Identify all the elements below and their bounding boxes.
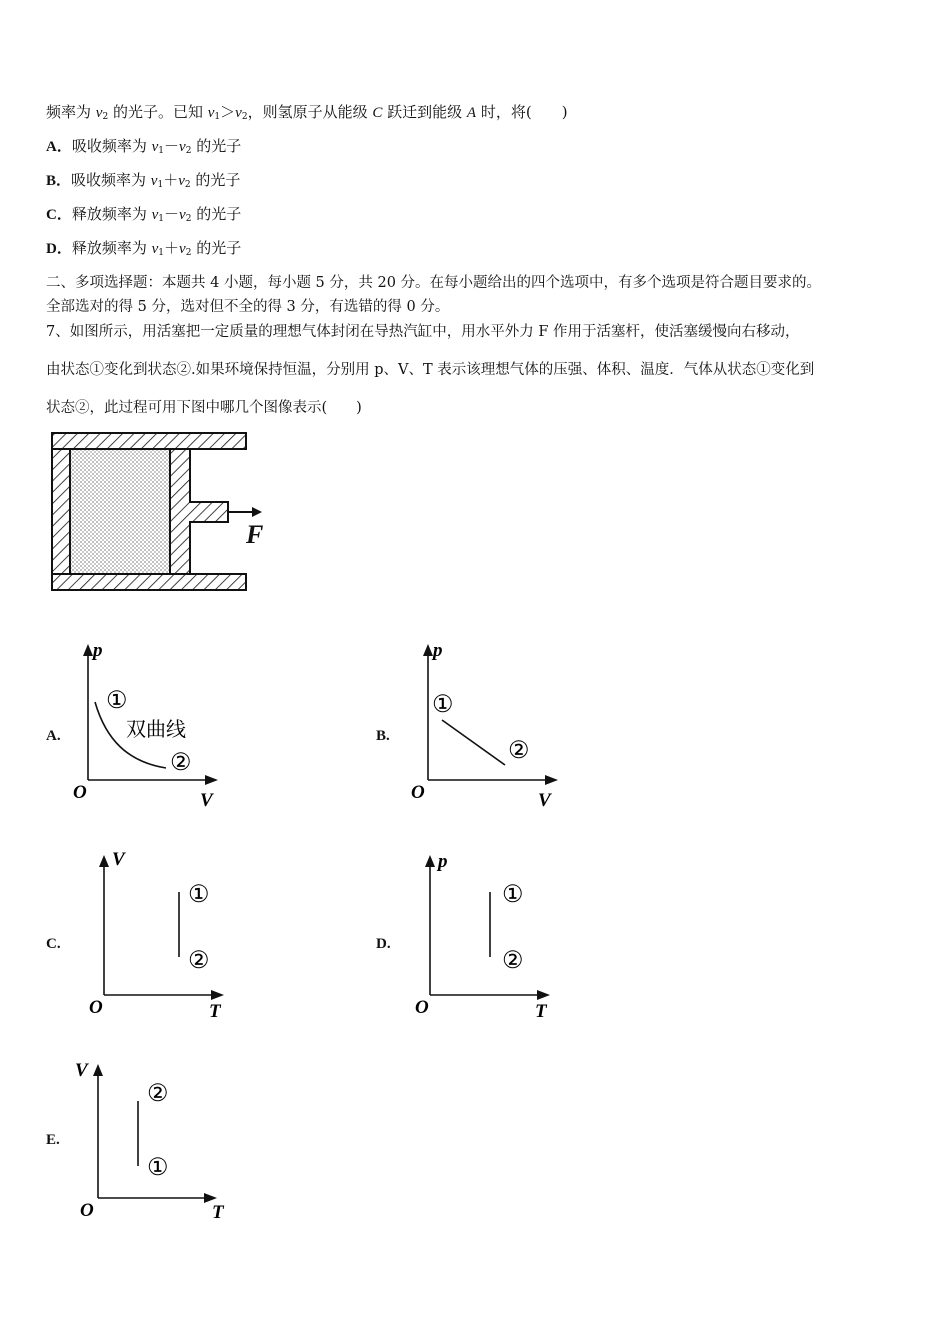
- arrow-head-icon: [537, 990, 550, 1000]
- graph-e-label: E.: [46, 1132, 60, 1148]
- option-text: 的光子: [191, 239, 242, 257]
- x-axis-label: T: [212, 1202, 224, 1223]
- option-text: 释放频率为: [71, 205, 152, 223]
- option-text: 吸收频率为: [71, 137, 152, 155]
- option-letter: C．: [46, 207, 72, 223]
- nu-symbol: v: [178, 173, 185, 189]
- curve-note: 双曲线: [126, 717, 186, 741]
- arrow-head-icon: [211, 990, 224, 1000]
- text-segment: 频率为: [46, 103, 96, 121]
- y-axis-label: p: [93, 640, 103, 661]
- graph-c: [84, 845, 244, 1025]
- origin-label: O: [89, 997, 103, 1018]
- operator: ＋: [163, 171, 179, 189]
- option-text: 吸收频率为: [71, 171, 151, 189]
- arrow-head-icon: [425, 855, 435, 867]
- arrow-head-icon: [205, 775, 218, 785]
- subscript: 1: [157, 180, 164, 190]
- section-2-heading: 二、多项选择题：本题共 4 小题，每小题 5 分，共 20 分。在每小题给出的四个选项中，有多个选项是符合题目要求的。: [46, 275, 822, 291]
- origin-label: O: [415, 997, 429, 1018]
- nu-symbol: v: [150, 173, 158, 189]
- q6-option-a[interactable]: [46, 136, 241, 161]
- state-line: [442, 720, 505, 765]
- q7-stem-line2: 由状态①变化到状态②.如果环境保持恒温，分别用 p、V、T 表示该理想气体的压强、体积、温度．气体从状态①变化到: [46, 362, 815, 378]
- operator: －: [164, 137, 180, 155]
- x-axis-label: T: [209, 1001, 221, 1022]
- nu-symbol: v: [179, 207, 186, 223]
- cylinder-figure: [40, 425, 280, 605]
- q6-stem-tail: [46, 102, 568, 127]
- subscript: 1: [158, 214, 165, 224]
- option-text: 的光子: [190, 171, 241, 189]
- subscript: 2: [185, 248, 192, 258]
- graph-e: [72, 1048, 242, 1223]
- subscript: 2: [185, 146, 192, 156]
- text-segment: 时，将( ): [476, 103, 568, 121]
- nu-symbol: v: [179, 139, 186, 155]
- state-1-label: ①: [432, 692, 454, 718]
- graph-c-label: C.: [46, 936, 61, 952]
- level-c: C: [372, 105, 383, 121]
- y-axis-label: V: [75, 1060, 88, 1081]
- graph-d: [410, 845, 570, 1025]
- y-axis-label: p: [433, 640, 443, 661]
- gt-sign: ＞: [220, 103, 236, 121]
- arrow-head-icon: [423, 644, 433, 656]
- state-2-label: ②: [170, 750, 192, 776]
- arrow-head-icon: [545, 775, 558, 785]
- q6-option-b[interactable]: [46, 170, 240, 195]
- subscript: 1: [214, 112, 221, 122]
- subscript: 2: [185, 214, 192, 224]
- x-axis-label: V: [538, 790, 551, 811]
- option-letter: A．: [46, 139, 72, 155]
- level-a: A: [466, 105, 477, 121]
- nu-symbol: v: [151, 139, 159, 155]
- state-2-label: ②: [508, 738, 530, 764]
- operator: －: [164, 205, 180, 223]
- option-text: 的光子: [191, 205, 242, 223]
- state-1-label: ①: [147, 1155, 169, 1181]
- subscript: 2: [241, 112, 248, 122]
- graph-b: [408, 640, 568, 815]
- x-axis-label: V: [200, 790, 213, 811]
- q6-option-c[interactable]: [46, 204, 241, 229]
- text-segment: 的光子。已知: [108, 103, 208, 121]
- section-2-scoring: 全部选对的得 5 分，选对但不全的得 3 分，有选错的得 0 分。: [46, 299, 450, 315]
- arrow-head-icon: [252, 507, 262, 517]
- graph-d-label: D.: [376, 936, 391, 952]
- piston: [170, 449, 228, 574]
- arrow-head-icon: [99, 855, 109, 867]
- operator: ＋: [164, 239, 180, 257]
- subscript: 2: [184, 180, 191, 190]
- arrow-head-icon: [93, 1064, 103, 1076]
- option-text: 释放频率为: [71, 239, 152, 257]
- origin-label: O: [73, 782, 87, 803]
- state-2-label: ②: [502, 948, 524, 974]
- nu-symbol: v: [95, 105, 103, 121]
- y-axis-label: p: [438, 851, 448, 872]
- nu-symbol: v: [151, 207, 159, 223]
- subscript: 1: [158, 146, 165, 156]
- option-letter: D．: [46, 241, 72, 257]
- nu-symbol: v: [207, 105, 215, 121]
- state-1-label: ①: [106, 688, 128, 714]
- option-text: 的光子: [191, 137, 242, 155]
- state-1-label: ①: [502, 882, 524, 908]
- graph-a-label: A.: [46, 728, 61, 744]
- state-2-label: ②: [188, 948, 210, 974]
- origin-label: O: [80, 1200, 94, 1221]
- text-segment: 跃迁到能级: [382, 103, 467, 121]
- option-letter: B．: [46, 173, 72, 189]
- nu-symbol: v: [235, 105, 242, 121]
- graph-a: [68, 640, 228, 815]
- y-axis-label: V: [112, 849, 125, 870]
- state-2-label: ②: [147, 1081, 169, 1107]
- subscript: 2: [102, 112, 109, 122]
- q6-option-d[interactable]: [46, 238, 241, 263]
- q7-stem-line1: 7、如图所示，用活塞把一定质量的理想气体封闭在导热汽缸中，用水平外力 F 作用于活塞杆，使活塞缓慢向右移动，: [46, 324, 800, 340]
- arrow-head-icon: [83, 644, 93, 656]
- nu-symbol: v: [179, 241, 186, 257]
- graph-b-label: B.: [376, 728, 390, 744]
- subscript: 1: [158, 248, 165, 258]
- text-segment: ，则氢原子从能级: [247, 103, 373, 121]
- nu-symbol: v: [151, 241, 159, 257]
- force-label: F: [246, 520, 264, 549]
- x-axis-label: T: [535, 1001, 547, 1022]
- origin-label: O: [411, 782, 425, 803]
- q7-stem-line3: 状态②，此过程可用下图中哪几个图像表示( ): [46, 400, 362, 416]
- gas-region: [70, 449, 170, 574]
- state-1-label: ①: [188, 882, 210, 908]
